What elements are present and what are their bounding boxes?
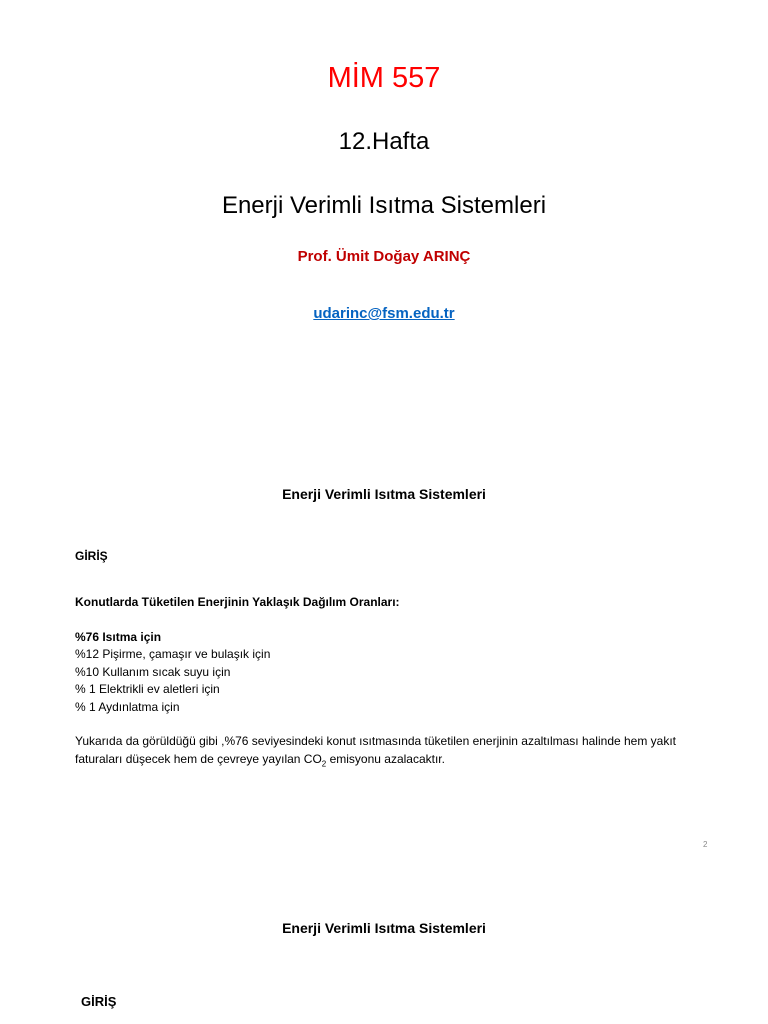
- section-label: GİRİŞ: [75, 549, 108, 563]
- list-item: % 1 Aydınlatma için: [75, 699, 180, 714]
- week-label: 12.Hafta: [338, 128, 430, 155]
- section-label: GİRİŞ: [81, 994, 117, 1009]
- professor-name: Prof. Ümit Doğay ARINÇ: [297, 248, 471, 265]
- paragraph-text: Yukarıda da görüldüğü gibi ,%76 seviyesindeki konut ısıtmasında tüketilen enerjinin azaltılması halinde hem yakıt faturaları düşecek hem de çevreye yayılan CO: [75, 734, 677, 766]
- slide-heading: Enerji Verimli Isıtma Sistemleri: [282, 486, 486, 502]
- list-item: %12 Pişirme, çamaşır ve bulaşık için: [75, 647, 271, 661]
- intro-paragraph: [75, 733, 725, 772]
- course-code: MİM 557: [327, 62, 441, 94]
- slide-heading: Enerji Verimli Isıtma Sistemleri: [282, 920, 486, 936]
- list-item: % 1 Elektrikli ev aletleri için: [75, 682, 220, 696]
- page-number: 2: [703, 840, 708, 849]
- co2-subscript: 2: [321, 758, 327, 768]
- email-row: [0, 305, 768, 323]
- paragraph-text-end: emisyonu azalacaktır.: [326, 751, 445, 766]
- energy-distribution-list: [75, 594, 400, 716]
- lecture-title: Enerji Verimli Isıtma Sistemleri: [221, 192, 547, 219]
- list-title: Konutlarda Tüketilen Enerjinin Yaklaşık Dağılım Oranları:: [75, 595, 400, 609]
- list-item: %76 Isıtma için: [75, 629, 162, 644]
- list-item: %10 Kullanım sıcak suyu için: [75, 664, 231, 679]
- email-link[interactable]: udarinc@fsm.edu.tr: [313, 305, 455, 322]
